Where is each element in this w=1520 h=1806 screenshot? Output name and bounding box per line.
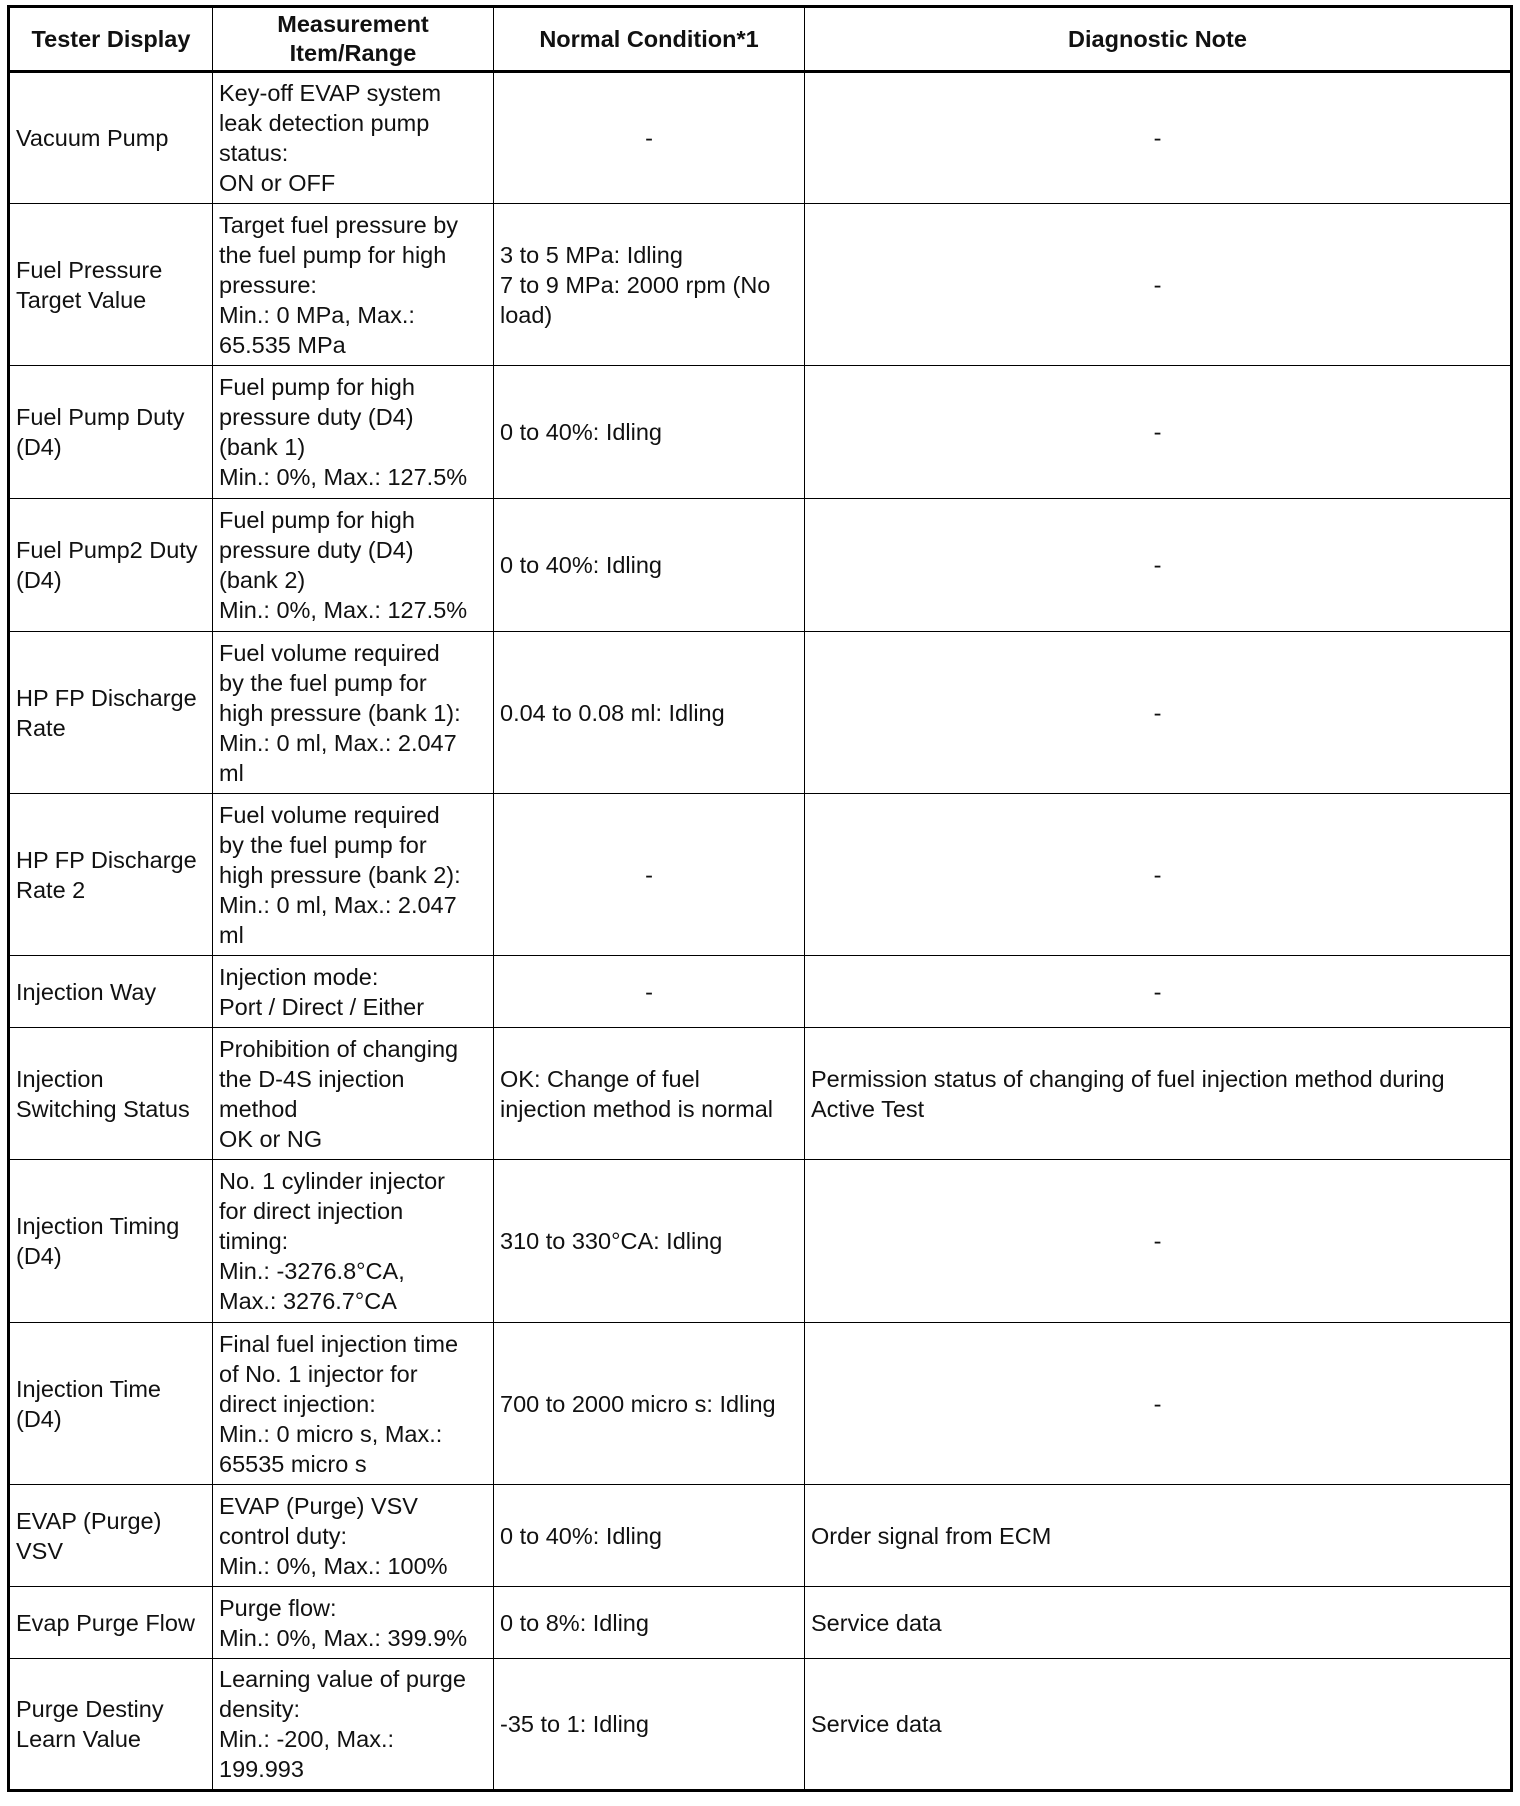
header-measurement-item-range: Measurement Item/Range [213, 7, 494, 72]
measurement-cell: Fuel pump for high pressure duty (D4) (bank 1) Min.: 0%, Max.: 127.5% [213, 366, 494, 499]
normal-condition-cell: 0.04 to 0.08 ml: Idling [494, 632, 805, 794]
tester-display-cell: HP FP Discharge Rate 2 [9, 794, 213, 956]
header-diagnostic-note: Diagnostic Note [805, 7, 1512, 72]
table-row [9, 204, 1512, 366]
data-list-table [7, 5, 1513, 1792]
tester-display-cell: Fuel Pressure Target Value [9, 204, 213, 366]
normal-condition-cell: 0 to 40%: Idling [494, 1485, 805, 1587]
tester-display-cell: Injection Timing (D4) [9, 1160, 213, 1323]
table-header-row [9, 7, 1512, 72]
diagnostic-note-cell: Service data [805, 1587, 1512, 1659]
measurement-cell: Fuel pump for high pressure duty (D4) (bank 2) Min.: 0%, Max.: 127.5% [213, 499, 494, 632]
measurement-cell: EVAP (Purge) VSV control duty: Min.: 0%, Max.: 100% [213, 1485, 494, 1587]
normal-condition-cell: - [494, 72, 805, 204]
tester-display-cell: Injection Way [9, 956, 213, 1028]
table-row [9, 499, 1512, 632]
diagnostic-note-cell: Service data [805, 1659, 1512, 1791]
normal-condition-cell: - [494, 794, 805, 956]
table-row [9, 1587, 1512, 1659]
tester-display-cell: Fuel Pump Duty (D4) [9, 366, 213, 499]
measurement-cell: Fuel volume required by the fuel pump for high pressure (bank 2): Min.: 0 ml, Max.: 2.047 ml [213, 794, 494, 956]
table-row [9, 1028, 1512, 1160]
normal-condition-cell: OK: Change of fuel injection method is normal [494, 1028, 805, 1160]
measurement-cell: Learning value of purge density: Min.: -200, Max.: 199.993 [213, 1659, 494, 1791]
tester-display-cell: Injection Switching Status [9, 1028, 213, 1160]
diagnostic-note-cell: - [805, 499, 1512, 632]
table-row [9, 1323, 1512, 1485]
tester-display-cell: Evap Purge Flow [9, 1587, 213, 1659]
measurement-cell: Purge flow: Min.: 0%, Max.: 399.9% [213, 1587, 494, 1659]
tester-display-cell: HP FP Discharge Rate [9, 632, 213, 794]
measurement-cell: Fuel volume required by the fuel pump for high pressure (bank 1): Min.: 0 ml, Max.: 2.047 ml [213, 632, 494, 794]
measurement-cell: Final fuel injection time of No. 1 injector for direct injection: Min.: 0 micro s, Max.: 65535 micro s [213, 1323, 494, 1485]
tester-display-cell: Purge Destiny Learn Value [9, 1659, 213, 1791]
diagnostic-note-cell: - [805, 956, 1512, 1028]
normal-condition-cell: - [494, 956, 805, 1028]
normal-condition-cell: 0 to 40%: Idling [494, 499, 805, 632]
diagnostic-note-cell: - [805, 204, 1512, 366]
diagnostic-note-cell: - [805, 366, 1512, 499]
diagnostic-note-cell: - [805, 72, 1512, 204]
table-row [9, 632, 1512, 794]
measurement-cell: No. 1 cylinder injector for direct injection timing: Min.: -3276.8°CA, Max.: 3276.7°CA [213, 1160, 494, 1323]
diagnostic-note-cell: - [805, 1160, 1512, 1323]
measurement-cell: Prohibition of changing the D-4S injection method OK or NG [213, 1028, 494, 1160]
table-row [9, 794, 1512, 956]
normal-condition-cell: 0 to 8%: Idling [494, 1587, 805, 1659]
diagnostic-note-cell: Permission status of changing of fuel injection method during Active Test [805, 1028, 1512, 1160]
diagnostic-note-cell: - [805, 632, 1512, 794]
tester-display-cell: Vacuum Pump [9, 72, 213, 204]
measurement-cell: Key-off EVAP system leak detection pump status: ON or OFF [213, 72, 494, 204]
normal-condition-cell: -35 to 1: Idling [494, 1659, 805, 1791]
table-row [9, 1160, 1512, 1323]
tester-display-cell: Fuel Pump2 Duty (D4) [9, 499, 213, 632]
table-row [9, 1659, 1512, 1791]
diagnostic-note-cell: - [805, 794, 1512, 956]
measurement-cell: Target fuel pressure by the fuel pump for high pressure: Min.: 0 MPa, Max.: 65.535 MPa [213, 204, 494, 366]
normal-condition-cell: 3 to 5 MPa: Idling 7 to 9 MPa: 2000 rpm (No load) [494, 204, 805, 366]
normal-condition-cell: 700 to 2000 micro s: Idling [494, 1323, 805, 1485]
diagnostic-note-cell: Order signal from ECM [805, 1485, 1512, 1587]
table-row [9, 72, 1512, 204]
diagnostic-note-cell: - [805, 1323, 1512, 1485]
normal-condition-cell: 0 to 40%: Idling [494, 366, 805, 499]
tester-display-cell: Injection Time (D4) [9, 1323, 213, 1485]
measurement-cell: Injection mode: Port / Direct / Either [213, 956, 494, 1028]
table-row [9, 956, 1512, 1028]
table-row [9, 366, 1512, 499]
header-tester-display: Tester Display [9, 7, 213, 72]
normal-condition-cell: 310 to 330°CA: Idling [494, 1160, 805, 1323]
table-row [9, 1485, 1512, 1587]
tester-display-cell: EVAP (Purge) VSV [9, 1485, 213, 1587]
header-normal-condition: Normal Condition*1 [494, 7, 805, 72]
